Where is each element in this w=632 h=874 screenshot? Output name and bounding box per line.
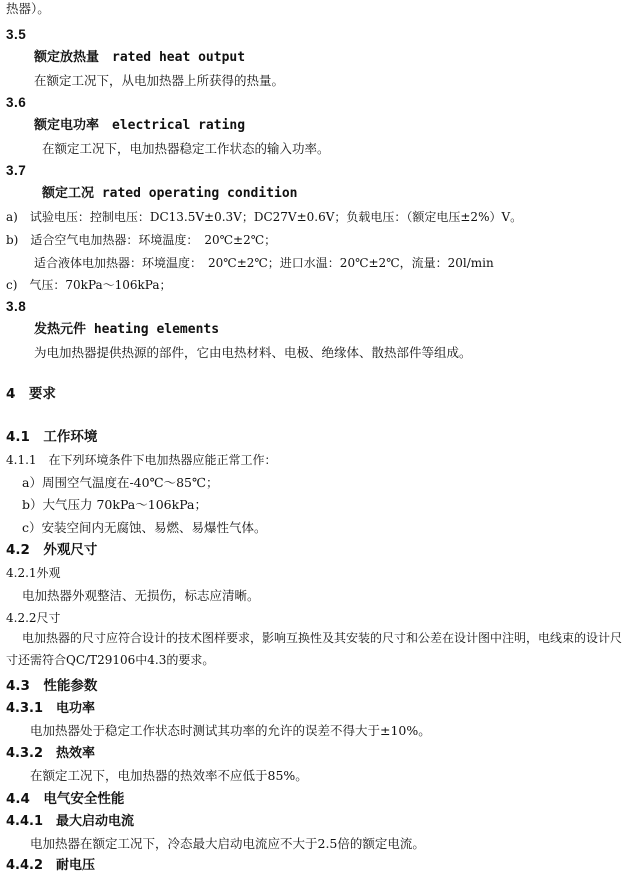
text-line: 热器）。 (6, 1, 50, 16)
list-item: c) 气压：70kPa～106kPa； (6, 278, 172, 292)
subsection-heading: 4.3.2 热效率 (6, 746, 96, 761)
term-heading: 发热元件 heating elements (34, 322, 220, 337)
clause-paragraph: 电加热器的尺寸应符合设计的技术图样要求，影响互换性及其安装的尺寸和公差在设计图中注明，电线束的设计尺寸还需符合QC/T29106中4.3的要求。 (6, 631, 623, 667)
clause-number: 3.8 (6, 299, 27, 314)
clause-text: 电加热器处于稳定工作状态时测试其功率的允许的误差不得大于±10%。 (30, 723, 431, 738)
subclause-heading: 4.2.2尺寸 (6, 611, 61, 625)
section-heading: 4.1 工作环境 (6, 429, 98, 445)
term-definition: 在额定工况下，电加热器稳定工作状态的输入功率。 (42, 141, 330, 156)
section-heading: 4.2 外观尺寸 (6, 542, 98, 558)
term-heading: 额定电功率 electrical rating (34, 118, 246, 133)
section-heading: 4.3 性能参数 (6, 678, 98, 694)
section-heading: 4.4 电气安全性能 (6, 791, 125, 807)
term-heading: 额定放热量 rated heat output (34, 50, 246, 65)
clause-text: 在额定工况下，电加热器的热效率不应低于85%。 (30, 768, 308, 783)
clause-text: 电加热器外观整洁、无损伤，标志应清晰。 (22, 588, 260, 603)
list-item: c）安装空间内无腐蚀、易燃、易爆性气体。 (22, 520, 267, 535)
term-heading: 额定工况 rated operating condition (42, 186, 298, 201)
list-item: a) 试验电压：控制电压：DC13.5V±0.3V；DC27V±0.6V；负载电压：（额定电压±2%）V。 (6, 210, 523, 224)
list-item: a）周围空气温度在-40℃～85℃； (22, 475, 219, 490)
clause-text: 4.1.1 在下列环境条件下电加热器应能正常工作： (6, 453, 277, 467)
clause-text: 电加热器在额定工况下，冷态最大启动电流应不大于2.5倍的额定电流。 (30, 836, 425, 851)
subsection-heading: 4.4.1 最大启动电流 (6, 814, 135, 829)
clause-number: 3.7 (6, 163, 27, 178)
chapter-heading: 4 要求 (6, 386, 56, 402)
subsection-heading: 4.3.1 电功率 (6, 701, 96, 716)
list-item: b）大气压力 70kPa～106kPa； (22, 497, 207, 512)
term-definition: 为电加热器提供热源的部件，它由电热材料、电极、绝缘体、散热部件等组成。 (34, 345, 472, 360)
clause-number: 3.5 (6, 27, 27, 42)
list-item: 适合液体电加热器：环境温度： 20℃±2℃；进口水温：20℃±2℃，流量：20l/min (34, 256, 494, 270)
list-item: b) 适合空气电加热器：环境温度： 20℃±2℃； (6, 233, 277, 247)
subclause-heading: 4.2.1外观 (6, 566, 61, 580)
clause-number: 3.6 (6, 95, 27, 110)
subsection-heading: 4.4.2 耐电压 (6, 858, 96, 873)
term-definition: 在额定工况下，从电加热器上所获得的热量。 (34, 73, 285, 88)
